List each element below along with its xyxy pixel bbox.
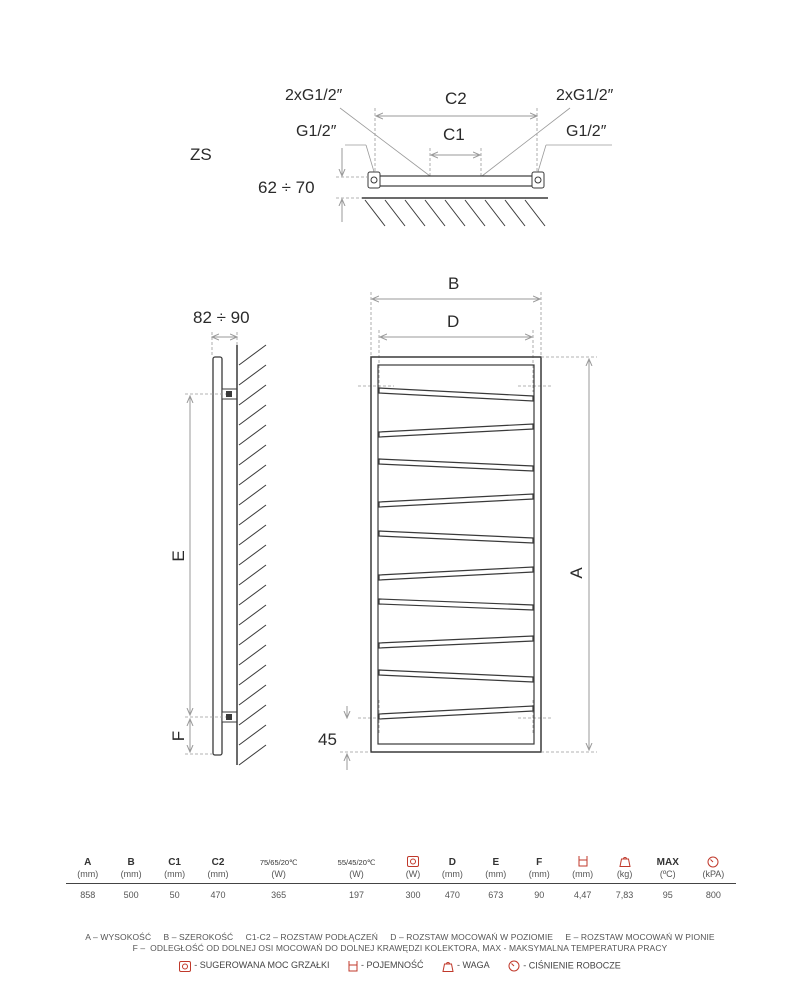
unit-cell: (kg) bbox=[604, 868, 644, 884]
table-row bbox=[66, 884, 736, 902]
col-header: D bbox=[448, 856, 456, 868]
value-cell: 800 bbox=[705, 890, 721, 900]
a-label: A bbox=[567, 567, 586, 579]
col-header: 55/45/20℃ bbox=[337, 857, 376, 867]
col-header-heater bbox=[395, 856, 430, 868]
right-valve bbox=[532, 172, 544, 188]
weight-icon bbox=[619, 856, 631, 867]
top-view-wall bbox=[362, 198, 548, 226]
value-cell: 197 bbox=[348, 890, 364, 900]
weight-legend-text: - WAGA bbox=[457, 960, 490, 971]
table-units-row bbox=[66, 868, 736, 884]
radiator-frame-inner bbox=[378, 365, 534, 744]
value-cell: 470 bbox=[210, 890, 226, 900]
col-header: A bbox=[84, 856, 92, 868]
unit-cell: (mm) bbox=[153, 868, 196, 884]
left-connector-label: 2xG1/2″ bbox=[285, 87, 343, 104]
unit-cell: (kPA) bbox=[691, 868, 736, 884]
value-cell: 500 bbox=[123, 890, 139, 900]
unit-cell: (W) bbox=[240, 868, 318, 884]
col-header: MAX bbox=[656, 856, 679, 868]
radiator-tubes bbox=[379, 388, 533, 719]
pressure-legend-text: - CIŚNIENIE ROBOCZE bbox=[523, 960, 621, 971]
col-header-pressure bbox=[691, 856, 736, 868]
side-view-body bbox=[213, 357, 222, 755]
heater-legend-item bbox=[179, 960, 329, 971]
capacity-icon bbox=[578, 856, 588, 867]
legend-line-1: A – WYSOKOŚĆ B – SZEROKOŚĆ C1-C2 – ROZSTAW PODŁĄCZEŃ D – ROZSTAW MOCOWAŃ W POZIOMIE E – ROZSTAW MOCOWAŃ W PIONIE bbox=[85, 932, 715, 942]
unit-cell: (W) bbox=[395, 868, 430, 884]
depth-label: 82 ÷ 90 bbox=[193, 308, 250, 327]
value-cell: 7,83 bbox=[615, 890, 634, 900]
top-view-body bbox=[372, 176, 542, 186]
unit-cell: (mm) bbox=[66, 868, 109, 884]
radiator-frame-outer bbox=[371, 357, 541, 752]
col-header: 75/65/20℃ bbox=[259, 857, 298, 867]
heater-legend-text: - SUGEROWANA MOC GRZAŁKI bbox=[194, 960, 330, 971]
value-cell: 470 bbox=[444, 890, 460, 900]
table-header-row bbox=[66, 856, 736, 868]
front-view bbox=[318, 274, 597, 770]
right-thread-label: G1/2″ bbox=[566, 123, 607, 140]
value-cell: 673 bbox=[488, 890, 504, 900]
pressure-icon bbox=[707, 856, 719, 868]
col-header: C2 bbox=[211, 856, 225, 868]
model-label: ZS bbox=[190, 145, 212, 164]
heater-power-icon bbox=[179, 961, 191, 972]
e-label: E bbox=[169, 550, 188, 562]
unit-cell: (ºC) bbox=[645, 868, 691, 884]
col-header: E bbox=[492, 856, 500, 868]
c1-dimension bbox=[430, 148, 481, 180]
pressure-legend-item bbox=[508, 960, 621, 972]
unit-cell: (W) bbox=[318, 868, 396, 884]
col-header-capacity bbox=[561, 856, 604, 868]
pressure-icon bbox=[508, 960, 520, 972]
spec-table bbox=[66, 856, 736, 901]
bottom-offset-label: 45 bbox=[318, 730, 337, 749]
unit-cell: (mm) bbox=[109, 868, 152, 884]
side-view bbox=[169, 308, 266, 765]
weight-icon bbox=[442, 961, 454, 972]
left-thread-label: G1/2″ bbox=[296, 123, 337, 140]
icon-legend bbox=[0, 960, 800, 972]
weight-legend-item bbox=[442, 960, 490, 971]
capacity-legend-item bbox=[348, 960, 424, 971]
value-cell: 50 bbox=[169, 890, 180, 900]
left-valve bbox=[368, 172, 380, 188]
capacity-legend-text: - POJEMNOŚĆ bbox=[360, 960, 424, 971]
side-view-wall bbox=[237, 345, 266, 765]
capacity-icon bbox=[348, 961, 358, 972]
value-cell: 4,47 bbox=[573, 890, 592, 900]
value-cell: 95 bbox=[662, 890, 673, 900]
unit-cell: (mm) bbox=[196, 868, 239, 884]
c1-label: C1 bbox=[443, 125, 465, 144]
top-view bbox=[190, 87, 614, 226]
b-label: B bbox=[448, 274, 460, 293]
value-cell: 858 bbox=[80, 890, 96, 900]
col-header: B bbox=[127, 856, 135, 868]
f-label: F bbox=[169, 730, 188, 742]
c2-label: C2 bbox=[445, 89, 467, 108]
value-cell: 365 bbox=[271, 890, 287, 900]
col-header-weight bbox=[604, 856, 644, 868]
value-cell: 300 bbox=[405, 890, 421, 900]
value-cell: 90 bbox=[534, 890, 545, 900]
d-label: D bbox=[447, 312, 460, 331]
unit-cell: (mm) bbox=[518, 868, 561, 884]
unit-cell: (mm) bbox=[561, 868, 604, 884]
unit-cell: (mm) bbox=[431, 868, 474, 884]
legend-line-2: F – ODLEGŁOŚĆ OD DOLNEJ OSI MOCOWAŃ DO DOLNEJ KRAWĘDZI KOLEKTORA, MAX - MAKSYMALNA TEMPERATURA PRACY bbox=[132, 943, 668, 953]
col-header: C1 bbox=[168, 856, 181, 868]
col-header: F bbox=[536, 856, 543, 868]
right-connector-label: 2xG1/2″ bbox=[556, 87, 614, 104]
wall-offset-label: 62 ÷ 70 bbox=[258, 178, 315, 197]
unit-cell: (mm) bbox=[474, 868, 517, 884]
heater-power-icon bbox=[407, 856, 419, 867]
